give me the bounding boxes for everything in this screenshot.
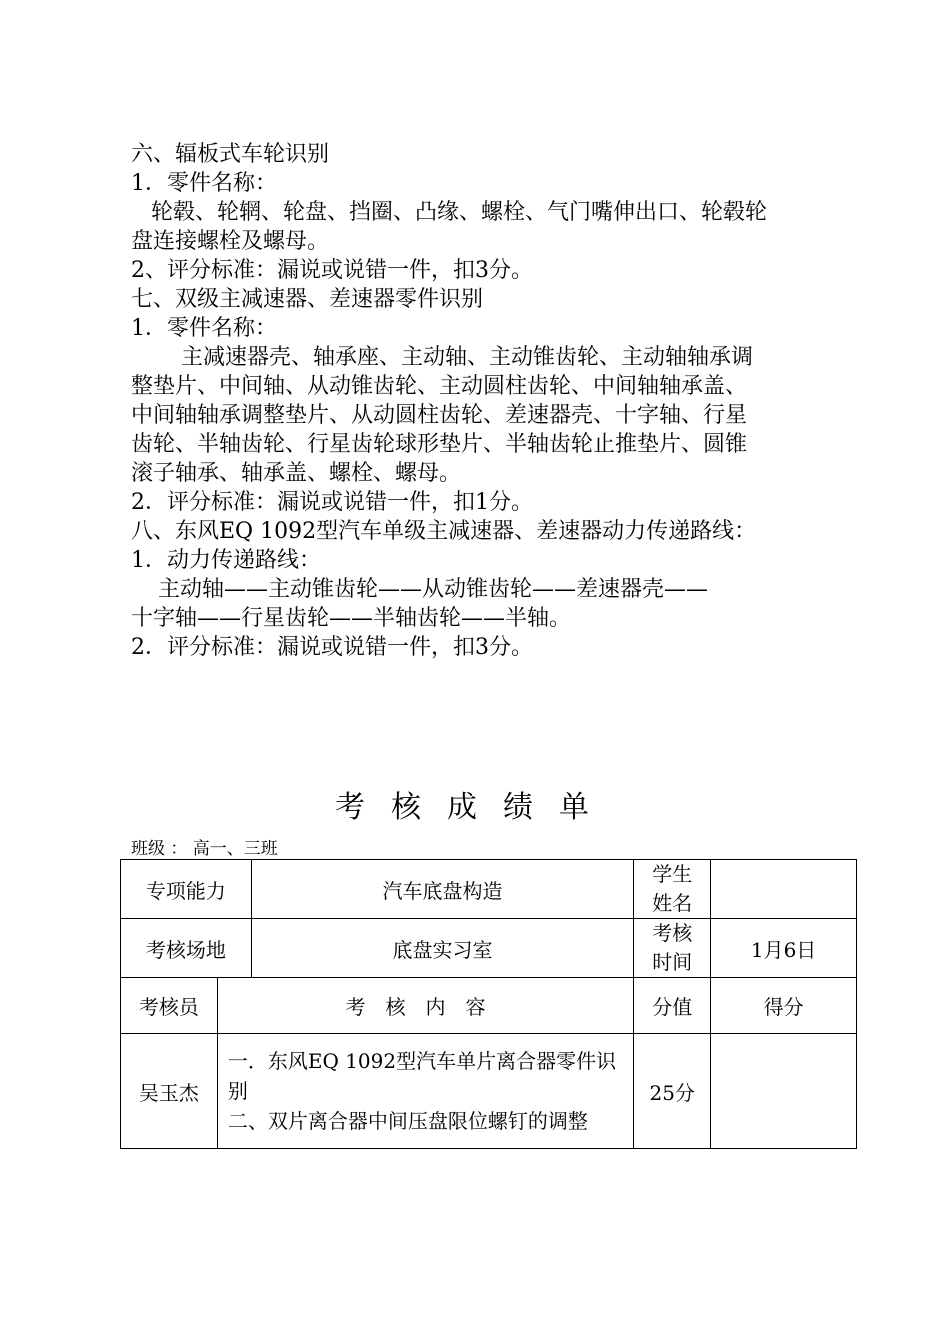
section7-line: 中间轴轴承调整垫片、从动圆柱齿轮、差速器壳、十字轴、行星 [131, 403, 748, 428]
venue-label: 考核场地 [121, 919, 252, 978]
section6-item1-label: 1．零件名称： [131, 171, 277, 196]
section7-item2: 2．评分标准：漏说或说错一件，扣1分。 [131, 490, 533, 515]
section7-item1-label: 1．零件名称： [131, 316, 277, 341]
score-value: 25分 [634, 1034, 711, 1149]
section8-item2: 2．评分标准：漏说或说错一件，扣3分。 [131, 635, 533, 660]
class-line: 班级 ： 高一、三班 [131, 839, 278, 859]
student-value [711, 860, 857, 919]
section6-item1-text-a: 轮毂、轮辋、轮盘、挡圈、凸缘、螺栓、气门嘴伸出口、轮毂轮 [151, 200, 768, 225]
table-row [121, 1034, 857, 1149]
content-item-1: 一．东风EQ 1092型汽车单片离合器零件识别 [227, 1049, 617, 1103]
section7-line: 滚子轴承、轴承盖、螺栓、螺母。 [131, 461, 462, 486]
time-label-line2: 时间 [652, 950, 693, 974]
section7-line: 主减速器壳、轴承座、主动轴、主动锥齿轮、主动轴轴承调 [181, 345, 754, 370]
scoresheet-title: 考核成绩单 [335, 790, 615, 825]
venue-value: 底盘实习室 [251, 919, 633, 978]
section7-line: 齿轮、半轴齿轮、行星齿轮球形垫片、半轴齿轮止推垫片、圆锥 [131, 432, 748, 457]
document-body [131, 140, 831, 662]
gained-value [711, 1034, 857, 1149]
section8-route-b: 十字轴——行星齿轮——半轴齿轮——半轴。 [131, 606, 572, 631]
student-label [634, 860, 711, 919]
score-label: 分值 [634, 978, 711, 1034]
section6-item1-text-b: 盘连接螺栓及螺母。 [131, 229, 330, 254]
student-label-line1: 学生 [652, 862, 693, 886]
time-label [634, 919, 711, 978]
time-label-line1: 考核 [652, 921, 693, 945]
section7-heading: 七、双级主减速器、差速器零件识别 [131, 287, 484, 312]
section7-line: 整垫片、中间轴、从动锥齿轮、主动圆柱齿轮、中间轴轴承盖、 [131, 374, 748, 399]
ability-label: 专项能力 [121, 860, 252, 919]
time-value: 1月6日 [711, 919, 857, 978]
content-label: 考核内容 [217, 978, 633, 1034]
score-table [120, 859, 857, 1149]
table-row [121, 860, 857, 919]
table-row [121, 978, 857, 1034]
section6-heading: 六、辐板式车轮识别 [131, 142, 330, 167]
gained-label: 得分 [711, 978, 857, 1034]
section8-route-a: 主动轴——主动锥齿轮——从动锥齿轮——差速器壳—— [158, 577, 709, 602]
examiner-value: 吴玉杰 [121, 1034, 218, 1149]
ability-value: 汽车底盘构造 [251, 860, 633, 919]
section6-item2: 2、评分标准：漏说或说错一件，扣3分。 [131, 258, 533, 283]
content-value [217, 1034, 633, 1149]
section8-heading: 八、东风EQ 1092型汽车单级主减速器、差速器动力传递路线： [131, 519, 757, 544]
table-row [121, 919, 857, 978]
examiner-label: 考核员 [121, 978, 218, 1034]
content-item-2: 二、双片离合器中间压盘限位螺钉的调整 [227, 1109, 588, 1133]
student-label-line2: 姓名 [652, 891, 693, 915]
section8-item1-label: 1．动力传递路线： [131, 548, 321, 573]
